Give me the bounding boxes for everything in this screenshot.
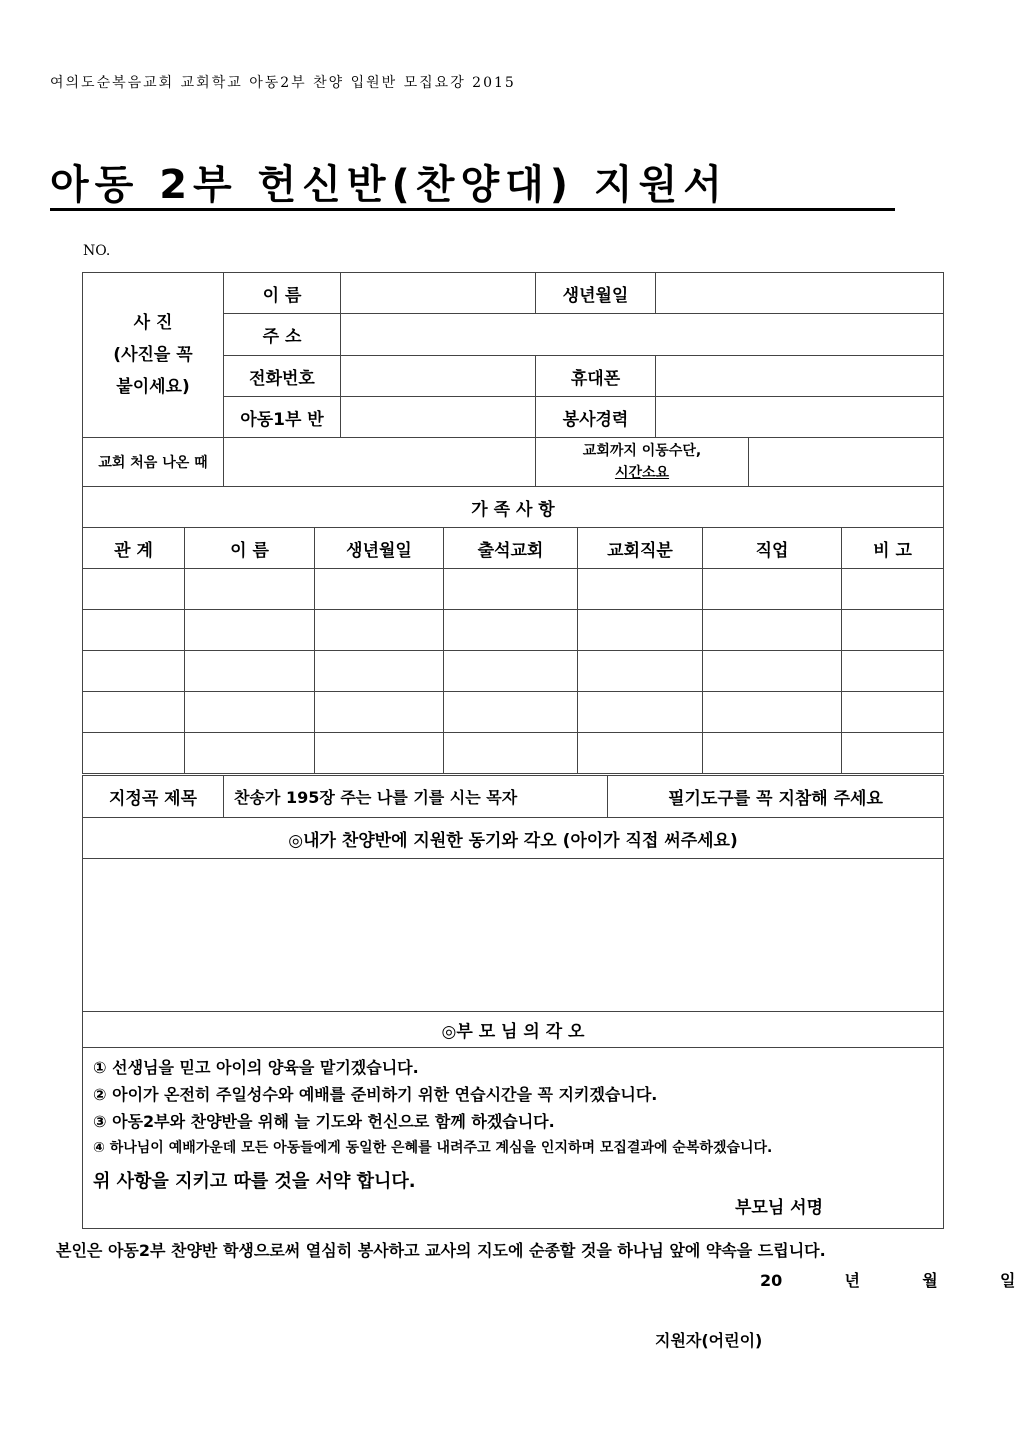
family-cell[interactable]: [185, 651, 315, 692]
family-cell[interactable]: [444, 610, 578, 651]
name-field[interactable]: [341, 273, 536, 314]
transport-field[interactable]: [749, 438, 944, 487]
family-cell[interactable]: [578, 569, 703, 610]
family-cell[interactable]: [703, 610, 842, 651]
page-title: 아동 2부 헌신반(찬양대) 지원서: [50, 162, 895, 211]
family-cell[interactable]: [578, 692, 703, 733]
pledge-item: ④ 하나님이 예배가운데 모든 아동들에게 동일한 은혜를 내려주고 계심을 인지하며 모집결과에 순복하겠습니다.: [93, 1140, 773, 1156]
mobile-label: 휴대폰: [536, 356, 656, 397]
motivation-field[interactable]: [83, 859, 944, 1012]
pledge-item: ① 선생님을 믿고 아이의 양육을 맡기겠습니다.: [93, 1058, 419, 1077]
family-cell[interactable]: [315, 733, 444, 774]
motivation-title: ◎내가 찬양반에 지원한 동기와 각오 (아이가 직접 써주세요): [83, 818, 944, 859]
family-cell[interactable]: [315, 651, 444, 692]
family-cell[interactable]: [842, 569, 944, 610]
song-label: 지정곡 제목: [83, 776, 224, 818]
family-cell[interactable]: [703, 569, 842, 610]
family-title: 가 족 사 항: [83, 487, 944, 528]
family-cell[interactable]: [703, 651, 842, 692]
address-field[interactable]: [341, 314, 944, 356]
transport-label: [536, 438, 749, 487]
family-cell[interactable]: [83, 569, 185, 610]
family-cell[interactable]: [444, 692, 578, 733]
family-cell[interactable]: [703, 692, 842, 733]
family-cell[interactable]: [315, 569, 444, 610]
song-table: [82, 775, 944, 1229]
birth-label: 생년월일: [536, 273, 656, 314]
family-cell[interactable]: [83, 651, 185, 692]
family-cell[interactable]: [444, 733, 578, 774]
number-label: NO.: [83, 243, 111, 259]
photo-label: 사 진: [133, 313, 173, 333]
date-line[interactable]: 20 년 월 일: [760, 1271, 1016, 1290]
family-header-row: [83, 528, 944, 569]
oath-text: 위 사항을 지키고 따를 것을 서약 합니다.: [93, 1171, 416, 1192]
column-header: 직업: [703, 528, 842, 569]
class-label: 아동1부 반: [224, 397, 341, 438]
family-cell[interactable]: [578, 733, 703, 774]
applicant-info-table: [82, 272, 944, 487]
pledge-item: ② 아이가 온전히 주일성수와 예배를 준비하기 위한 연습시간을 꼭 지키겠습니다.: [93, 1085, 658, 1104]
parents-pledge: [83, 1048, 944, 1229]
applicant-signature-label[interactable]: 지원자(어린이): [655, 1331, 763, 1350]
family-cell[interactable]: [842, 692, 944, 733]
family-cell[interactable]: [444, 569, 578, 610]
column-header: 비 고: [842, 528, 944, 569]
family-cell[interactable]: [185, 610, 315, 651]
family-row: [83, 610, 944, 651]
family-cell[interactable]: [842, 651, 944, 692]
family-cell[interactable]: [842, 733, 944, 774]
song-note: 필기도구를 꼭 지참해 주세요: [608, 776, 944, 818]
column-header: 이 름: [185, 528, 315, 569]
phone-label: 전화번호: [224, 356, 341, 397]
column-header: 생년월일: [315, 528, 444, 569]
family-cell[interactable]: [83, 610, 185, 651]
phone-field[interactable]: [341, 356, 536, 397]
family-cell[interactable]: [83, 692, 185, 733]
first-church-field[interactable]: [224, 438, 536, 487]
family-cell[interactable]: [578, 610, 703, 651]
service-label: 봉사경력: [536, 397, 656, 438]
family-cell[interactable]: [185, 692, 315, 733]
family-cell[interactable]: [315, 610, 444, 651]
name-label: 이 름: [224, 273, 341, 314]
family-cell[interactable]: [444, 651, 578, 692]
applicant-pledge: 본인은 아동2부 찬양반 학생으로써 열심히 봉사하고 교사의 지도에 순종할 것을 하나님 앞에 약속을 드립니다.: [56, 1241, 826, 1260]
photo-note: (사진을 꼭: [113, 345, 193, 365]
column-header: 출석교회: [444, 528, 578, 569]
mobile-field[interactable]: [656, 356, 944, 397]
family-cell[interactable]: [703, 733, 842, 774]
family-row: [83, 692, 944, 733]
address-label: 주 소: [224, 314, 341, 356]
transport-label-line: 시간소요: [614, 465, 670, 481]
family-cell[interactable]: [83, 733, 185, 774]
song-value: 찬송가 195장 주는 나를 기를 시는 목자: [224, 776, 608, 818]
parent-signature-label[interactable]: 부모님 서명: [734, 1198, 823, 1218]
service-field[interactable]: [656, 397, 944, 438]
family-row: [83, 569, 944, 610]
header-text: 여의도순복음교회 교회학교 아동2부 찬양 입원반 모집요강 2015: [50, 75, 516, 91]
family-cell[interactable]: [185, 569, 315, 610]
column-header: 교회직분: [578, 528, 703, 569]
birth-field[interactable]: [656, 273, 944, 314]
transport-label-line: 교회까지 이동수단,: [582, 443, 702, 459]
family-cell[interactable]: [315, 692, 444, 733]
parents-title: ◎부 모 님 의 각 오: [83, 1012, 944, 1048]
family-cell[interactable]: [842, 610, 944, 651]
photo-cell[interactable]: [83, 273, 224, 438]
photo-note: 붙이세요): [116, 377, 190, 397]
class-field[interactable]: [341, 397, 536, 438]
family-table: [82, 486, 944, 774]
first-church-label: 교회 처음 나온 때: [83, 438, 224, 487]
pledge-item: ③ 아동2부와 찬양반을 위해 늘 기도와 헌신으로 함께 하겠습니다.: [93, 1112, 555, 1131]
family-cell[interactable]: [578, 651, 703, 692]
column-header: 관 계: [83, 528, 185, 569]
family-cell[interactable]: [185, 733, 315, 774]
family-row: [83, 651, 944, 692]
family-row: [83, 733, 944, 774]
